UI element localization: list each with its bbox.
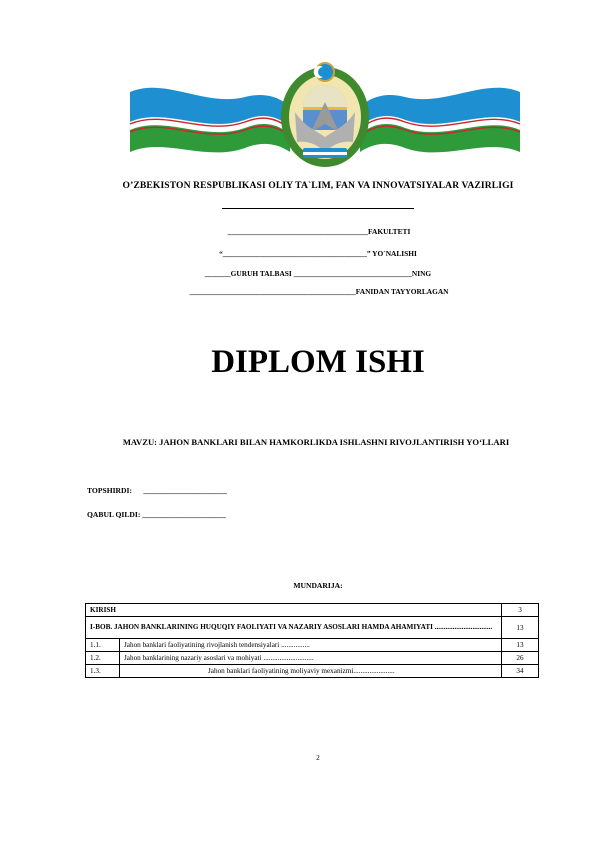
direction-line: “_______________________________________” YO`NALISHI: [219, 249, 417, 258]
toc-row-number: 1.1.: [86, 639, 120, 652]
toc-intro-page: 3: [502, 604, 539, 617]
toc-row: [86, 639, 539, 652]
toc-row-label: Jahon banklari faoliyatining moliyaviy mexanizmi.......................: [120, 665, 502, 678]
document-title: DIPLOM ISHI: [211, 344, 425, 380]
toc-row-label: Jahon banklarining nazariy asoslari va mohiyati ............................: [120, 652, 502, 665]
toc-row: [86, 652, 539, 665]
toc-chapter1-page: 13: [502, 617, 539, 639]
student-line: _______GURUH TALBASI ________________________________NING: [204, 269, 432, 278]
state-emblem-with-flag-ribbons: [125, 52, 525, 172]
left-flag-ribbon: [130, 88, 290, 153]
thesis-topic: MAVZU: JAHON BANKLARI BILAN HAMKORLIKDA ISHLASHNI RIVOJLANTIRISH YO‘LLARI: [122, 437, 510, 447]
toc-row-chapter1: [86, 617, 539, 639]
toc-row-label: Jahon banklari faoliyatining rivojlanish tendensiyalari ................: [120, 639, 502, 652]
toc-heading: MUNDARIJA:: [293, 581, 343, 590]
toc-row-number: 1.3.: [86, 665, 120, 678]
blank-line-university: [222, 208, 414, 209]
toc-row: [86, 665, 539, 678]
toc-row-number: 1.2.: [86, 652, 120, 665]
page-number: 2: [316, 754, 320, 762]
toc-row-page: 26: [502, 652, 539, 665]
right-flag-ribbon: [360, 88, 520, 153]
faculty-line: ______________________________________FAKULTETI: [227, 227, 411, 236]
toc-row-intro: [86, 604, 539, 617]
toc-row-page: 34: [502, 665, 539, 678]
submitted-by-line: TOPSHIRDI: ______________________: [87, 486, 227, 495]
toc-row-page: 13: [502, 639, 539, 652]
subject-line: _____________________________________________FANIDAN TAYYORLAGAN: [189, 287, 449, 296]
toc-intro-label: KIRISH: [86, 604, 502, 617]
emblem-crest: [281, 63, 369, 167]
toc-chapter1-label: I-BOB. JAHON BANKLARINING HUQUQIY FAOLIYATI VA NAZARIY ASOSLARI HAMDA AHAMIYATI ................................: [86, 617, 502, 639]
accepted-by-line: QABUL QILDI: ______________________: [87, 510, 226, 519]
ministry-name: O’ZBEKISTON RESPUBLIKASI OLIY TA`LIM, FAN VA INNOVATSIYALAR VAZIRLIGI: [122, 180, 514, 191]
table-of-contents: [85, 603, 539, 678]
